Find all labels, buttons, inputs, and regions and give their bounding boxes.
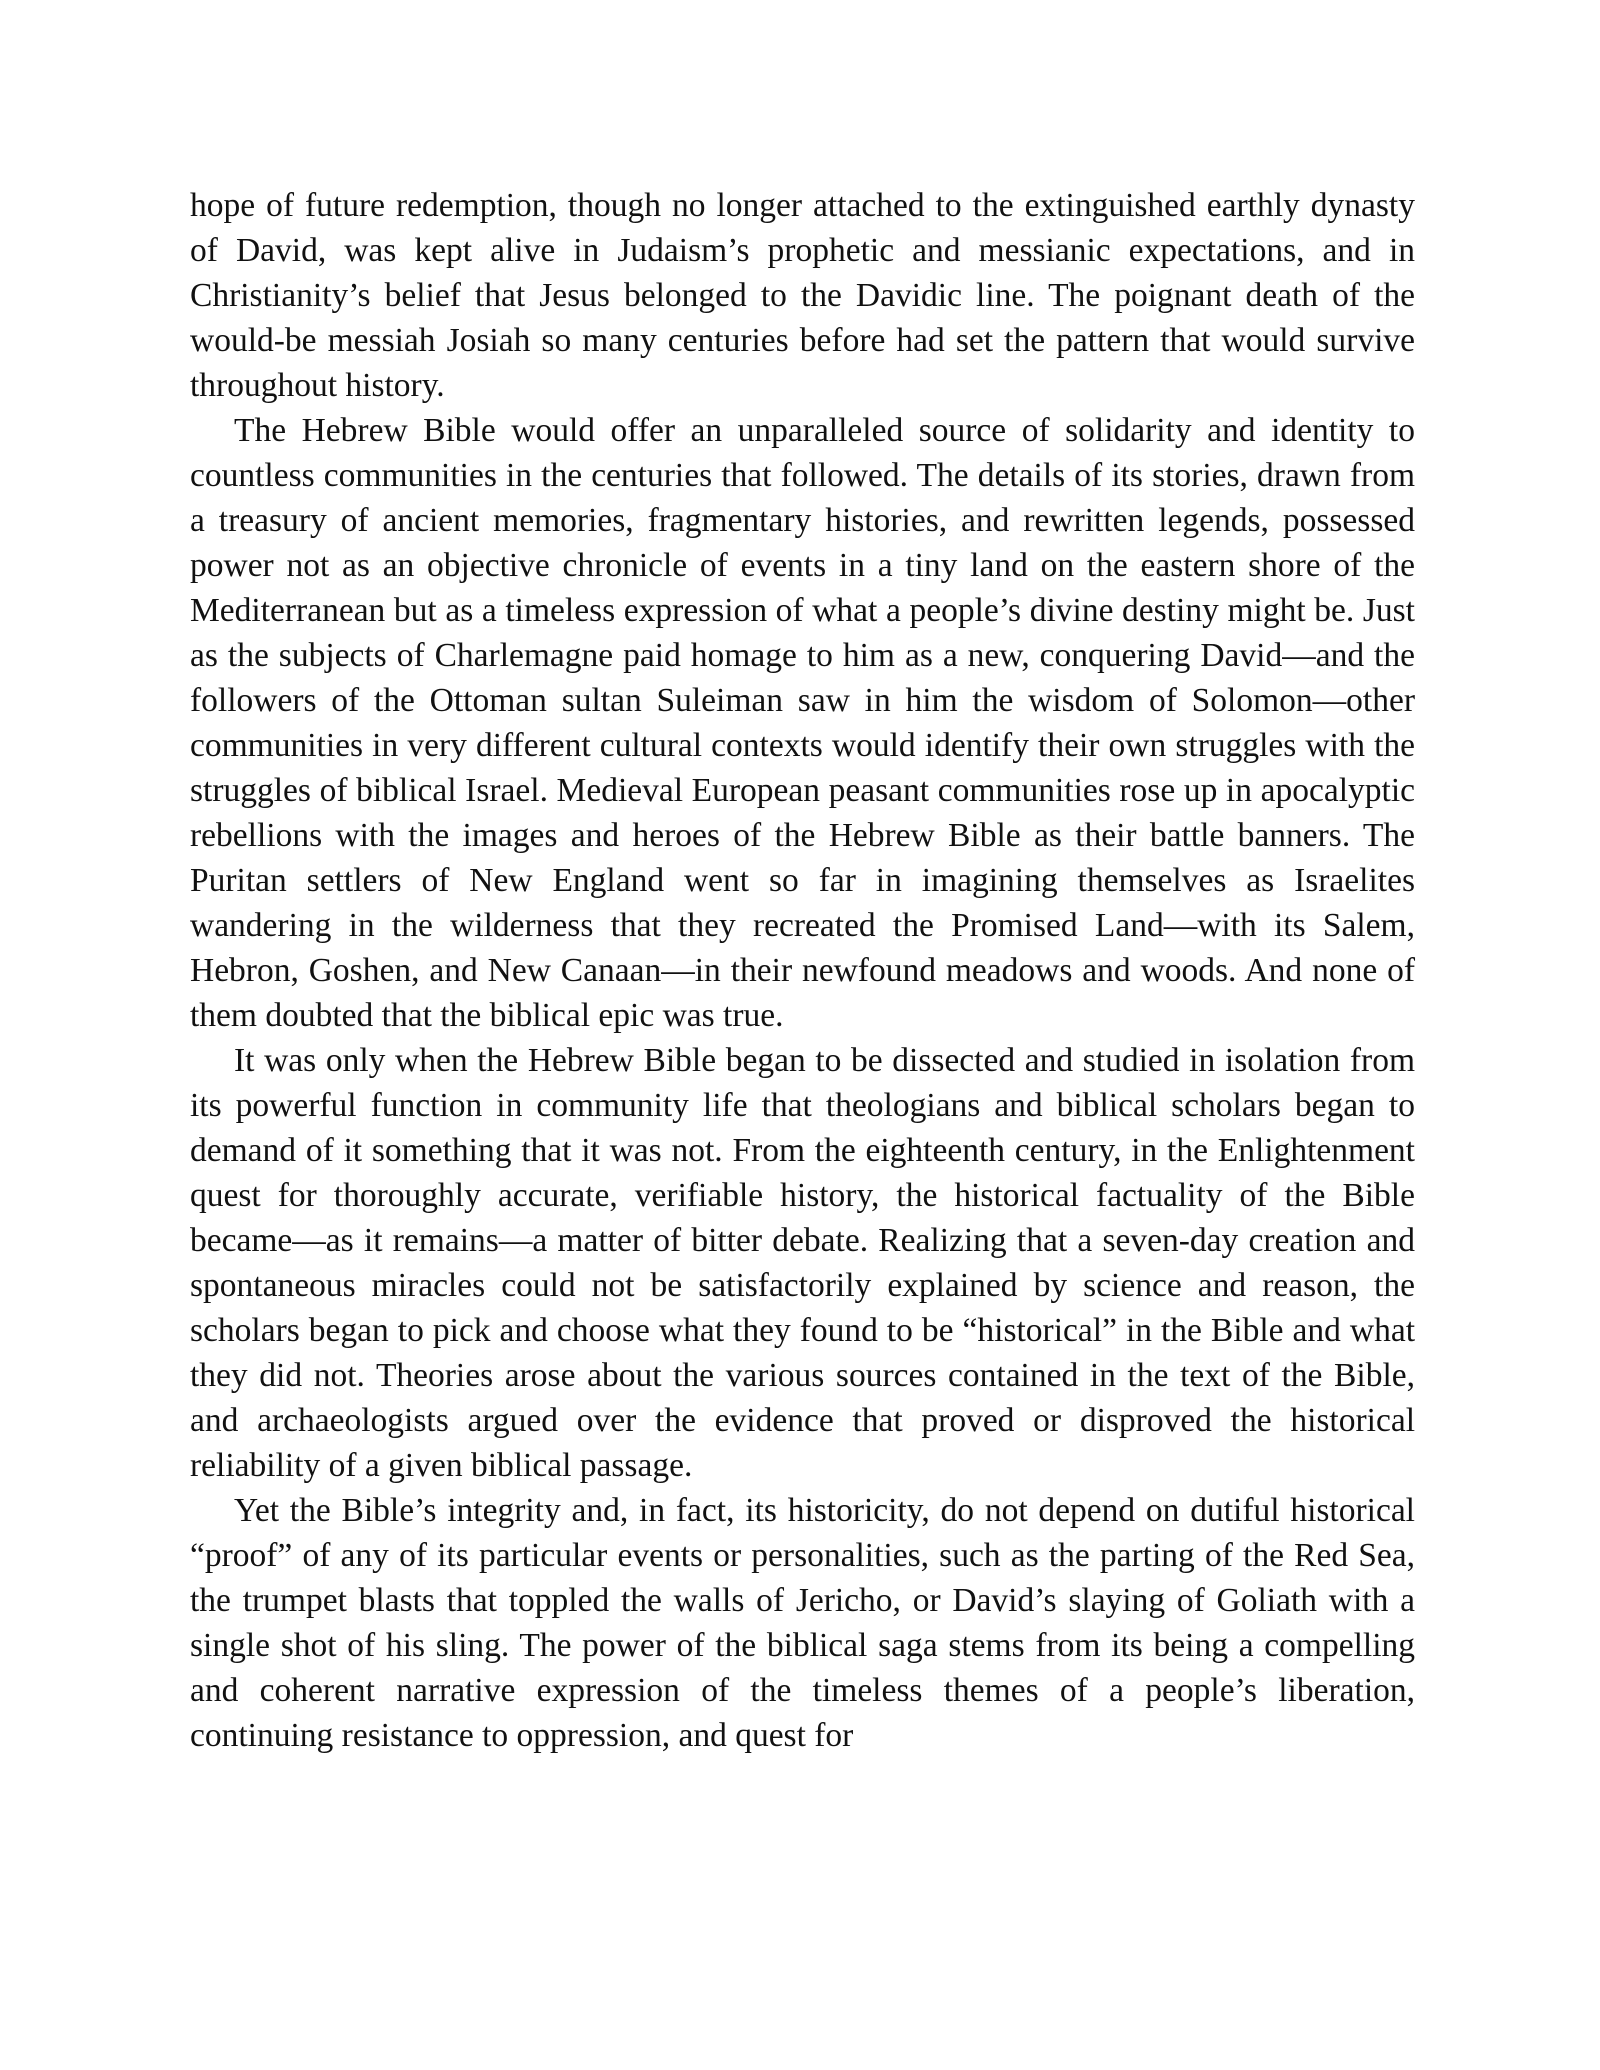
paragraph-continuation: hope of future redemption, though no longer attached to the extinguished earthly dynasty of David, was kept alive in Judaism’s prophetic and messianic expectations, and in Christianity’s belief that Jesus belonged to the Davidic line. The poignant death of the would-be messiah Josiah so many centuries before had set the pattern that would survive throughout history. bbox=[190, 187, 1415, 404]
page-body bbox=[190, 183, 1415, 1758]
paragraph: It was only when the Hebrew Bible began to be dissected and studied in isolation from its powerful function in community life that theologians and biblical scholars began to demand of it something that it was not. From the eighteenth century, in the Enlightenment quest for thoroughly accurate, verifiable history, the historical factuality of the Bible became—as it remains—a matter of bitter debate. Realizing that a seven-day creation and spontaneous miracles could not be satisfactorily explained by science and reason, the scholars began to pick and choose what they found to be “historical” in the Bible and what they did not. Theories arose about the various sources contained in the text of the Bible, and archaeologists argued over the evidence that proved or disproved the historical reliability of a given biblical passage. bbox=[190, 1042, 1415, 1484]
paragraph: The Hebrew Bible would offer an unparalleled source of solidarity and identity to countless communities in the centuries that followed. The details of its stories, drawn from a treasury of ancient memories, fragmentary histories, and rewritten legends, possessed power not as an objective chronicle of events in a tiny land on the eastern shore of the Mediterranean but as a timeless expression of what a people’s divine destiny might be. Just as the subjects of Charlemagne paid homage to him as a new, conquering David—and the followers of the Ottoman sultan Suleiman saw in him the wisdom of Solomon—other communities in very different cultural contexts would identify their own struggles with the struggles of biblical Israel. Medieval European peasant communities rose up in apocalyptic rebellions with the images and heroes of the Hebrew Bible as their battle banners. The Puritan settlers of New England went so far in imagining themselves as Israelites wandering in the wilderness that they recreated the Promised Land—with its Salem, Hebron, Goshen, and New Canaan—in their newfound meadows and woods. And none of them doubted that the biblical epic was true. bbox=[190, 412, 1415, 1034]
paragraph-last: Yet the Bible’s integrity and, in fact, its historicity, do not depend on dutiful historical “proof” of any of its particular events or personalities, such as the parting of the Red Sea, the trumpet blasts that toppled the walls of Jericho, or David’s slaying of Goliath with a single shot of his sling. The power of the biblical saga stems from its being a compelling and coherent narrative expression of the timeless themes of a people’s liberation, continuing resistance to oppression, and quest for bbox=[190, 1492, 1415, 1754]
